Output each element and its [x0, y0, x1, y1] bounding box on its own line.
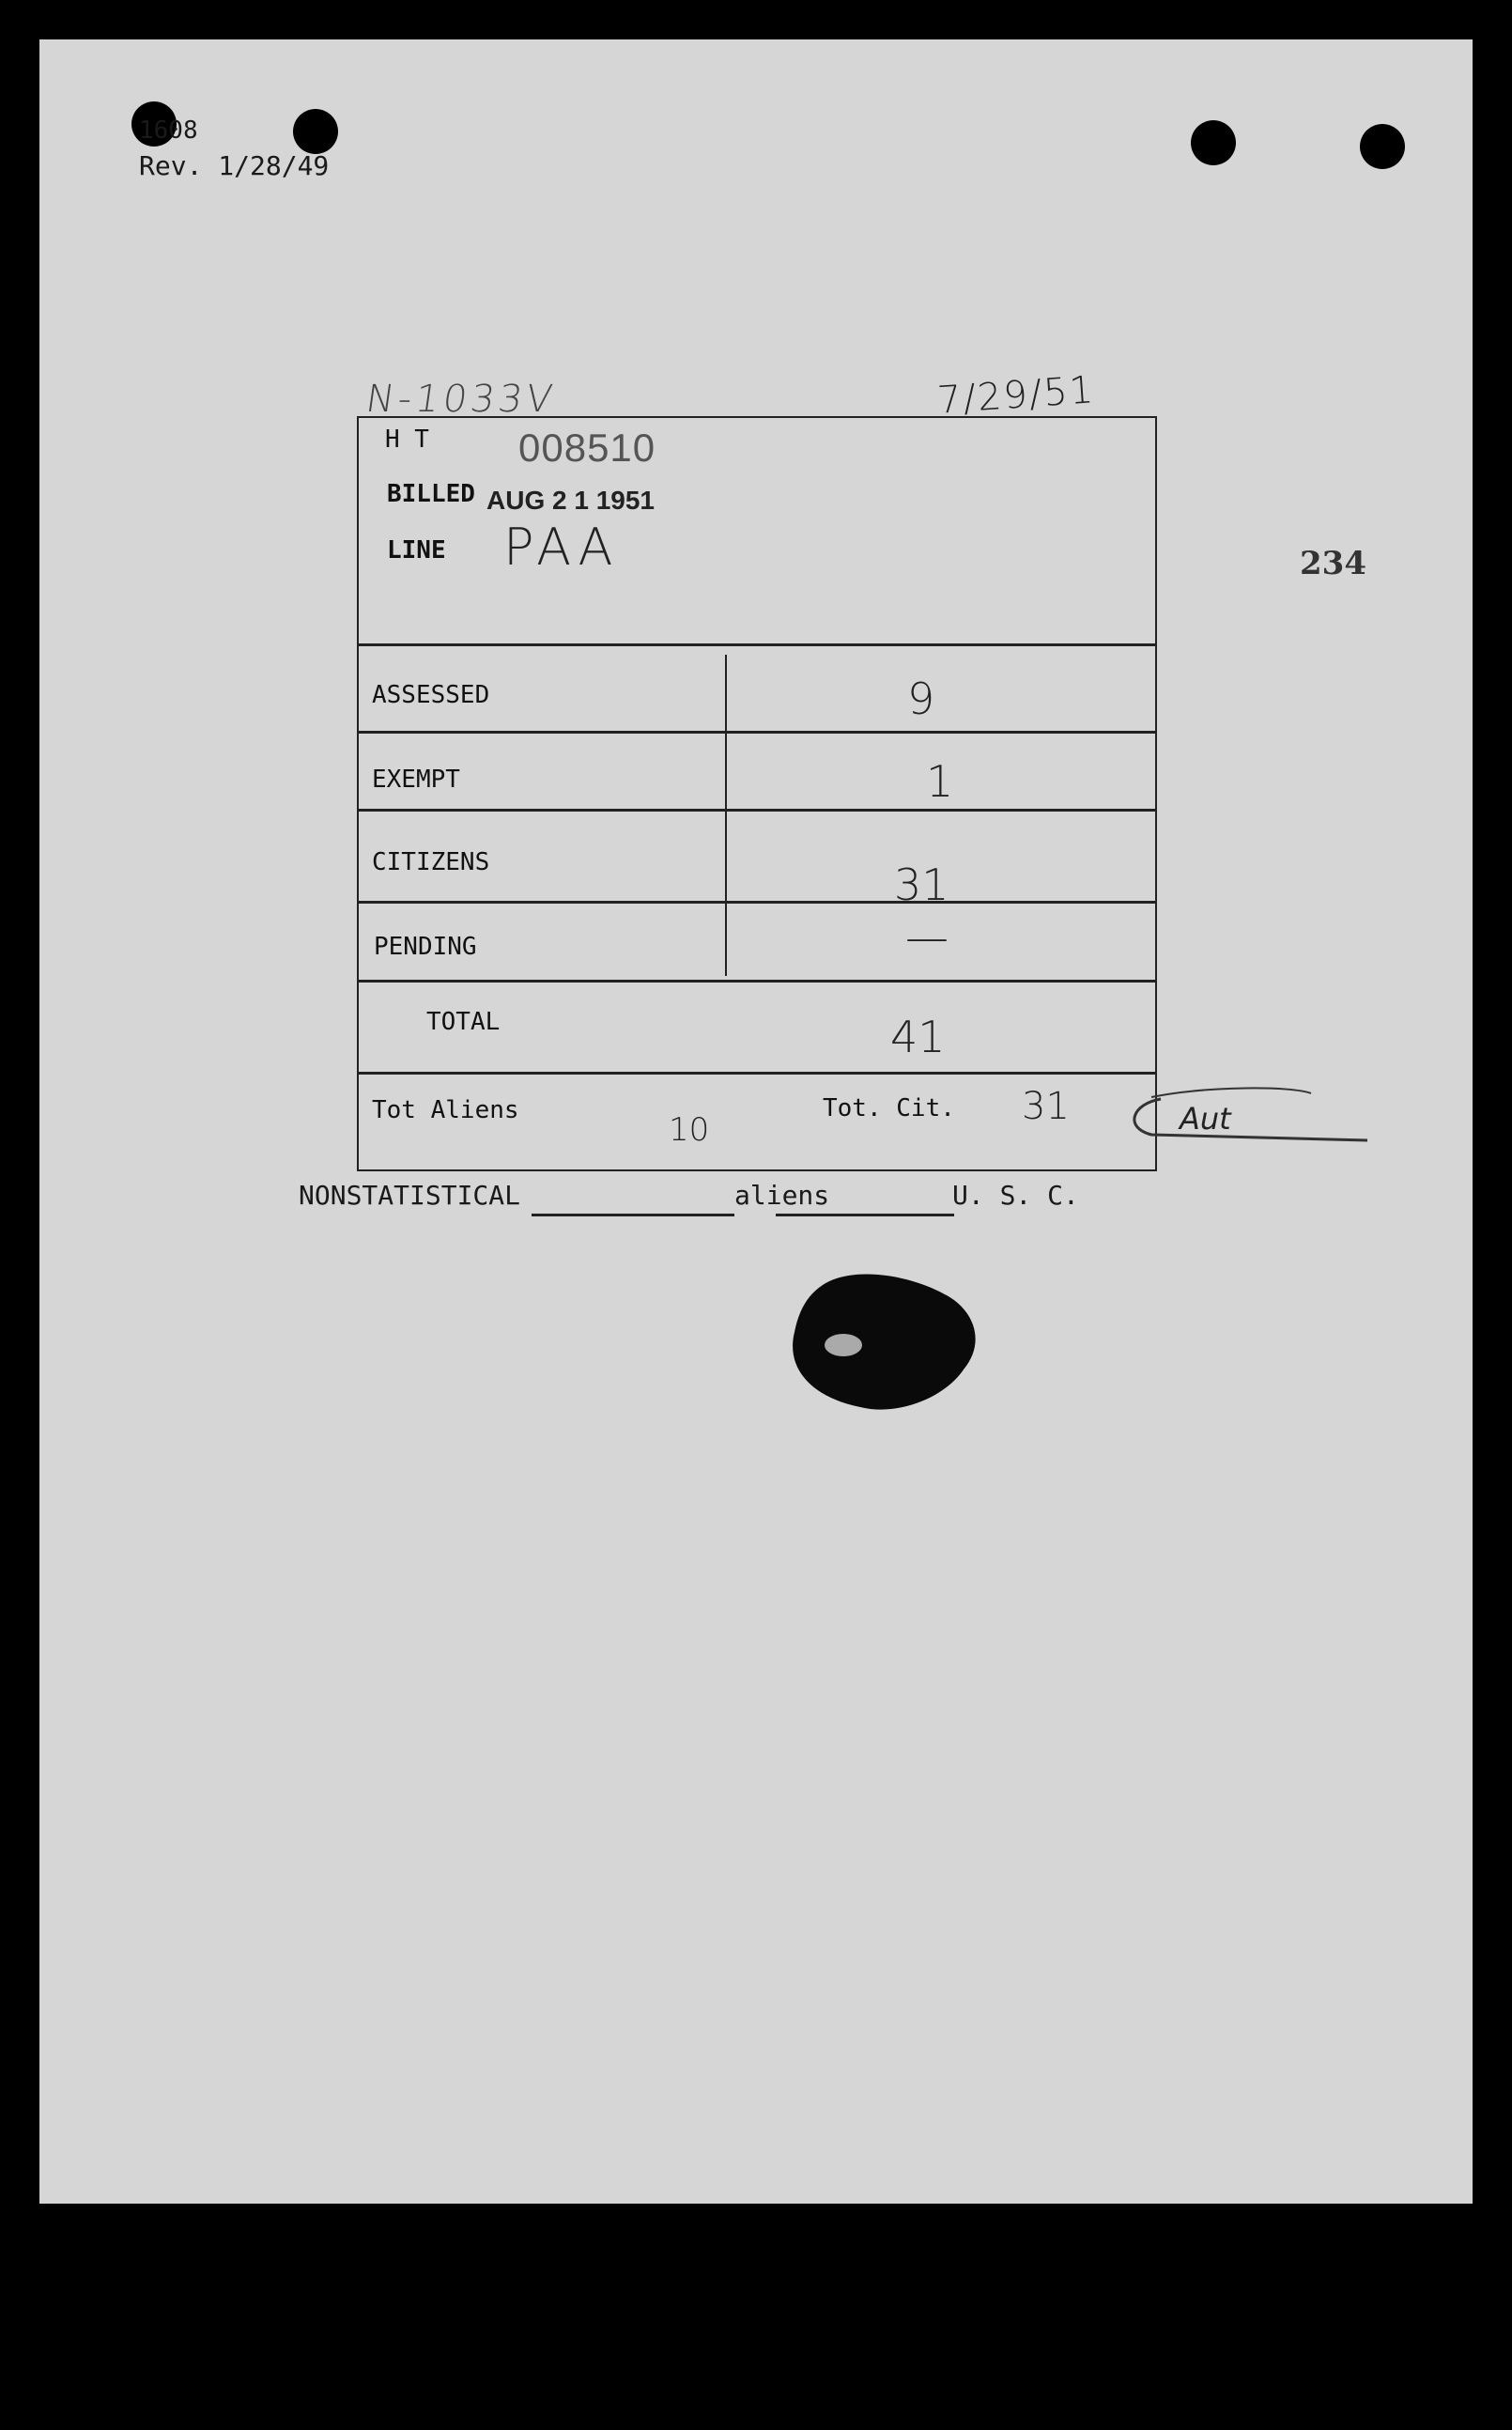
rule-exempt: [359, 809, 1155, 812]
file-number: N-1033V: [363, 378, 559, 421]
column-divider: [725, 655, 727, 976]
rule-assessed: [359, 731, 1155, 734]
initials-signature: [1123, 1080, 1386, 1165]
nonstatistical-label: NONSTATISTICAL: [299, 1180, 521, 1211]
rule-pending: [359, 980, 1155, 983]
usc-label: U. S. C.: [952, 1180, 1079, 1211]
total-aliens-label: Tot Aliens: [372, 1096, 519, 1124]
punch-hole-right-2: [1360, 124, 1405, 169]
total-aliens-value: 10: [669, 1111, 710, 1149]
aliens-label: aliens: [734, 1180, 830, 1211]
citizens-label: CITIZENS: [372, 848, 490, 876]
ink-blot: [785, 1266, 986, 1416]
pending-label: PENDING: [374, 933, 477, 961]
rule-header: [359, 643, 1155, 646]
line-value: PAA: [503, 518, 619, 577]
total-value: 41: [890, 1012, 946, 1062]
initials-text: Aut: [1180, 1101, 1231, 1137]
billed-date: AUG 2 1 1951: [486, 486, 655, 515]
exempt-value: 1: [926, 756, 954, 807]
form-code: 1608: [139, 116, 198, 145]
rule-citizens: [359, 901, 1155, 904]
rule-total: [359, 1072, 1155, 1075]
punch-hole-right-1: [1191, 120, 1236, 165]
aliens-blank: [776, 1214, 954, 1216]
total-citizens-label: Tot. Cit.: [823, 1094, 955, 1122]
ht-number: 008510: [518, 426, 656, 470]
page-number: 234: [1300, 545, 1366, 582]
manifest-form-box: [357, 416, 1157, 1171]
nonstatistical-blank: [532, 1214, 734, 1216]
assessed-label: ASSESSED: [372, 681, 490, 709]
pending-value: —: [905, 912, 949, 963]
citizens-value: 31: [894, 859, 949, 910]
line-label: LINE: [387, 536, 446, 565]
punch-hole-left-2: [293, 109, 338, 154]
total-citizens-value: 31: [1022, 1085, 1070, 1128]
exempt-label: EXEMPT: [372, 766, 460, 794]
assessed-value: 9: [907, 673, 935, 724]
form-revision: Rev. 1/28/49: [139, 150, 330, 181]
total-label: TOTAL: [426, 1008, 501, 1036]
handwritten-date: 7/29/51: [935, 368, 1097, 423]
billed-label: BILLED: [387, 480, 475, 508]
ht-label: H T: [385, 426, 429, 454]
